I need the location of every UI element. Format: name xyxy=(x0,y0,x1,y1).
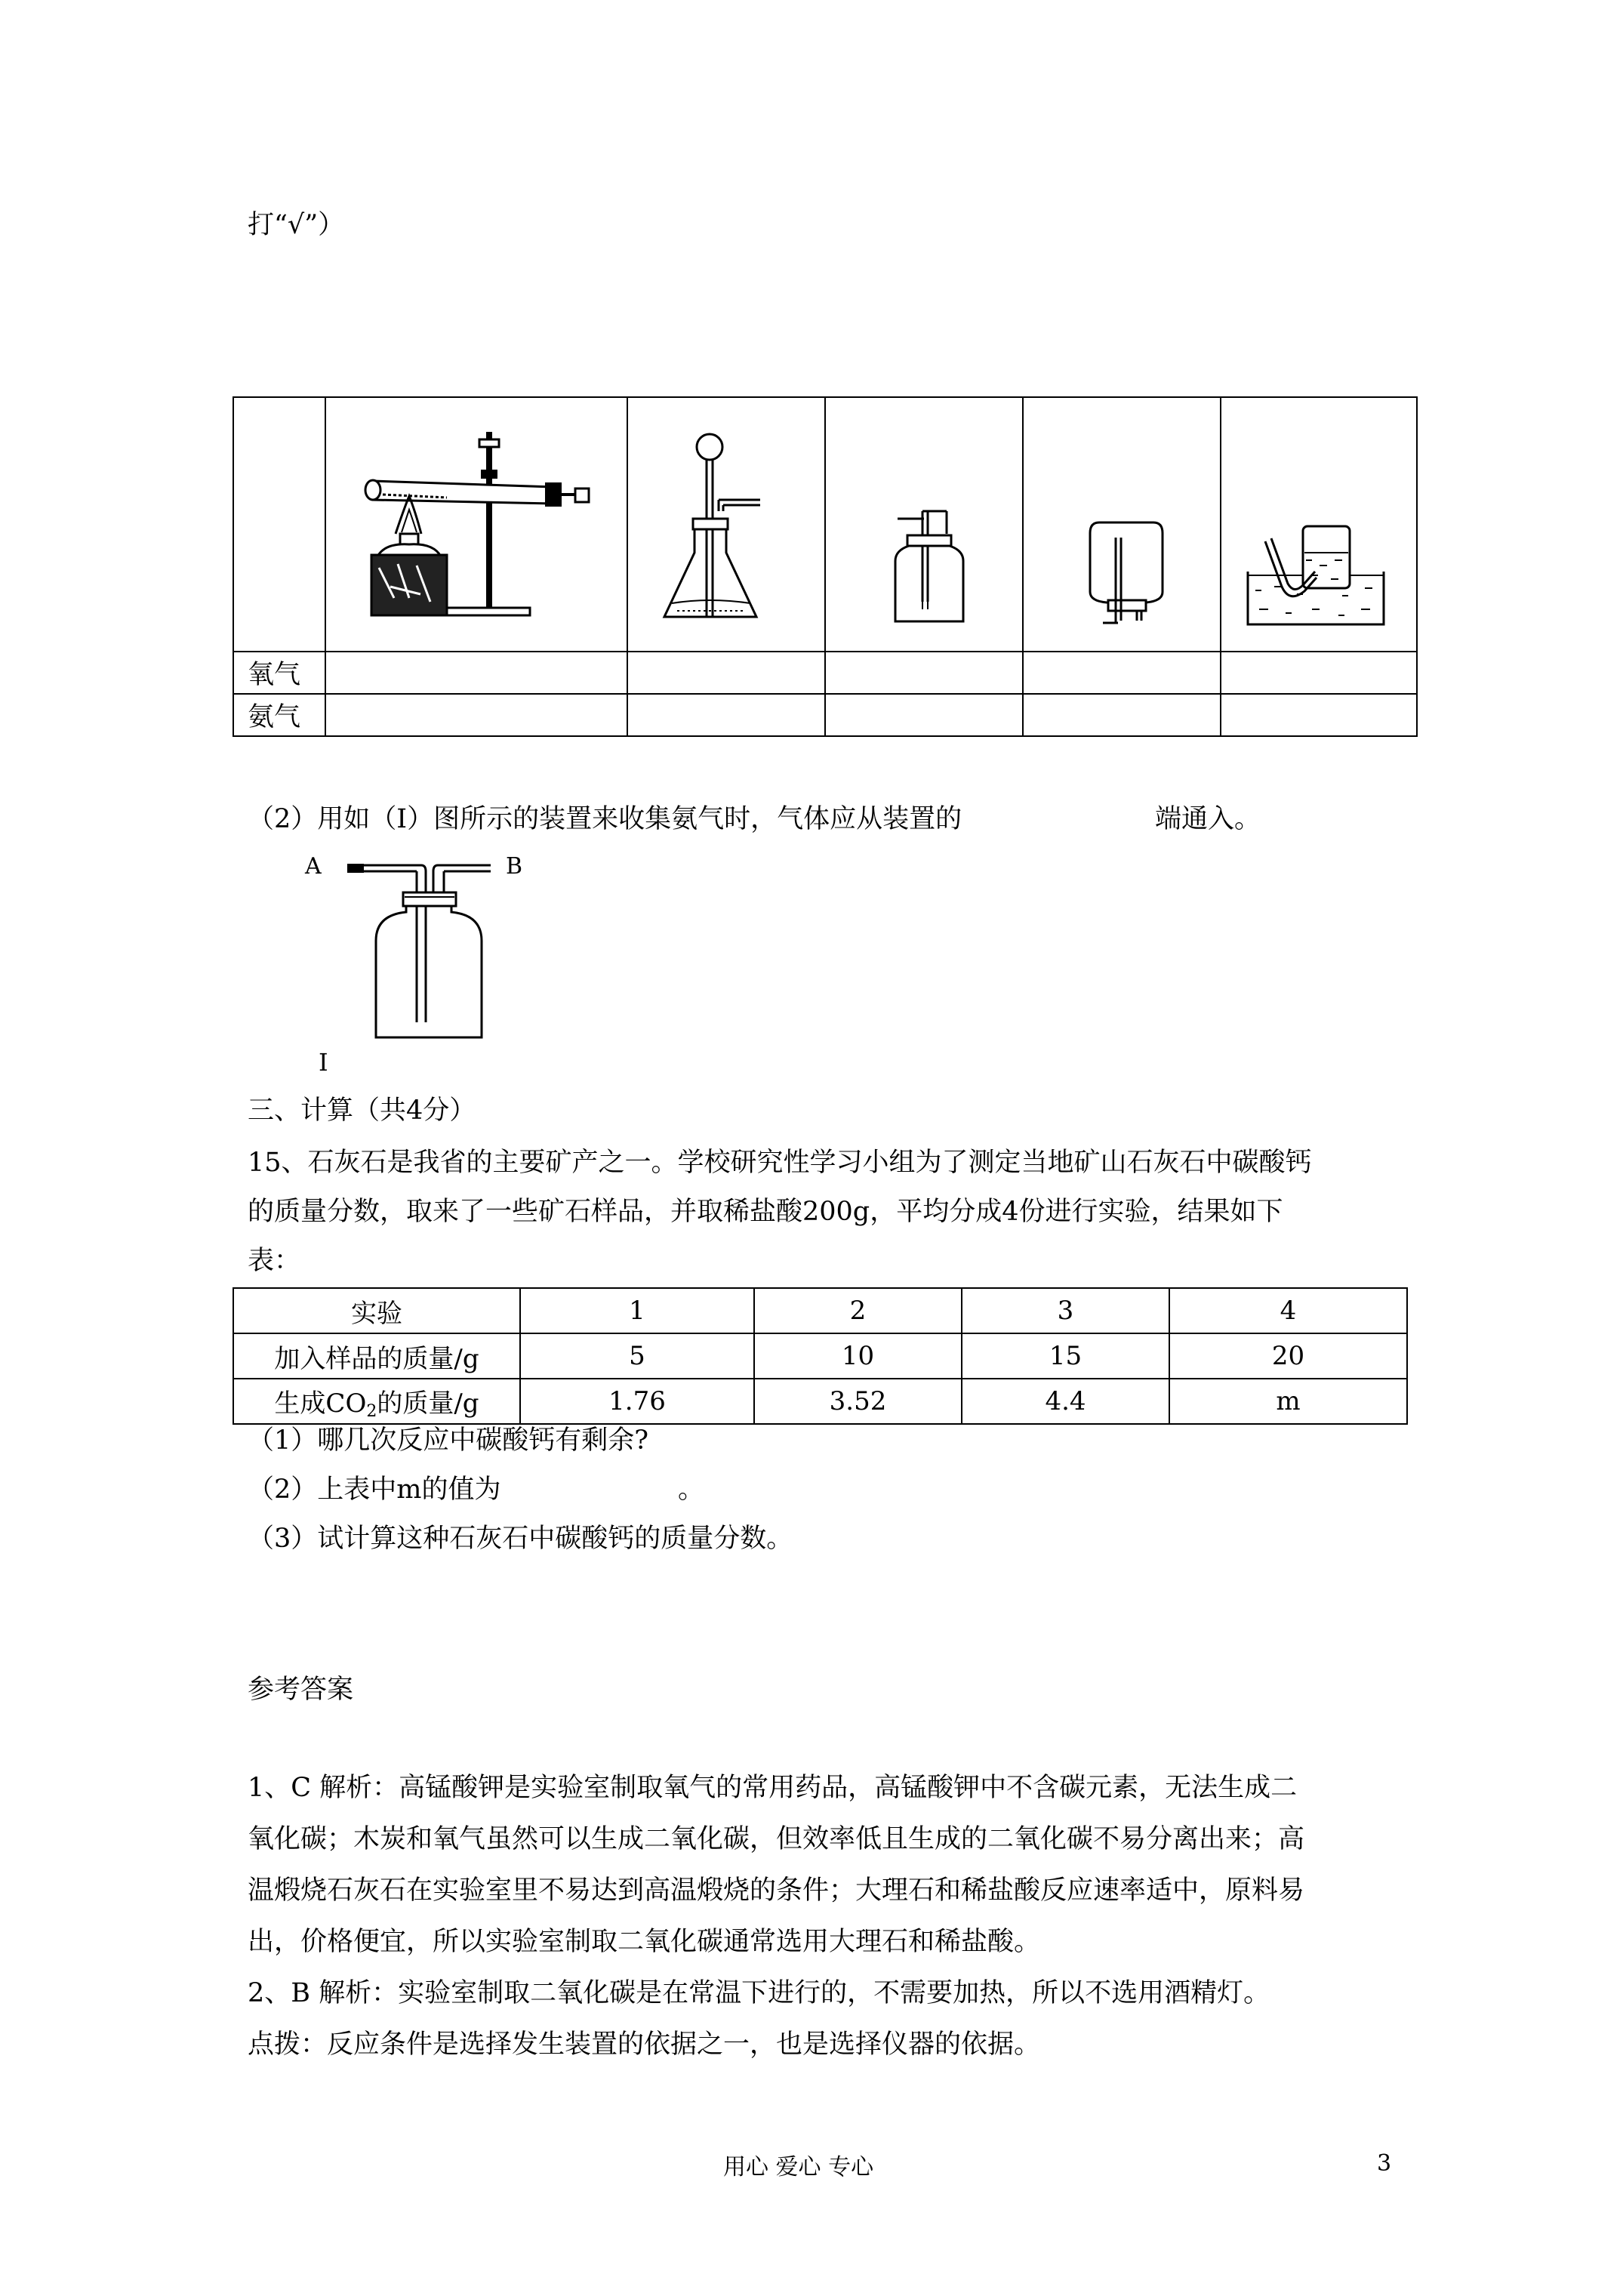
sub-question-1: （1）哪几次反应中碳酸钙有剩余? xyxy=(248,1425,649,1456)
data-cell: 5 xyxy=(520,1333,754,1379)
question-15-line-1: 15、石灰石是我省的主要矿产之一。学校研究性学习小组为了测定当地矿山石灰石中碳酸钙 xyxy=(248,1148,1312,1178)
sub-question-2-prefix: （2）上表中m的值为 xyxy=(248,1475,501,1505)
footer-motto: 用心 爱心 专心 xyxy=(723,2154,874,2180)
gas-collection-bottle-diagram xyxy=(332,853,506,1049)
header-cell-experiment: 实验 xyxy=(233,1288,520,1333)
data-cell: m xyxy=(1169,1379,1407,1424)
check-cell xyxy=(825,694,1023,736)
header-cell: 2 xyxy=(754,1288,962,1333)
apparatus-inverted-bottle-cell xyxy=(1023,397,1221,652)
inverted-bottle-image xyxy=(1024,398,1220,651)
header-fragment: 打“√”） xyxy=(248,210,345,240)
check-cell xyxy=(325,652,627,694)
apparatus-flask-funnel-cell xyxy=(627,397,825,652)
apparatus-table xyxy=(233,396,1418,737)
check-cell xyxy=(627,694,825,736)
sub-question-3: （3）试计算这种石灰石中碳酸钙的质量分数。 xyxy=(248,1524,793,1554)
data-cell: 10 xyxy=(754,1333,962,1379)
answer-2-line-1: 2、B 解析：实验室制取二氧化碳是在常温下进行的，不需要加热，所以不选用酒精灯。 xyxy=(248,1978,1270,2008)
flask-funnel-image xyxy=(628,398,824,651)
water-trough-image xyxy=(1221,398,1416,651)
row-label-sample-mass: 加入样品的质量/g xyxy=(233,1333,520,1379)
sub-question-2-suffix: 。 xyxy=(678,1475,705,1505)
answer-1-line-3: 温煅烧石灰石在实验室里不易达到高温煅烧的条件；大理石和稀盐酸反应速率适中，原料易 xyxy=(248,1875,1305,1906)
data-table-sample-mass-row xyxy=(233,1333,1407,1379)
empty-corner-cell xyxy=(233,397,325,652)
check-cell xyxy=(627,652,825,694)
apparatus-row-oxygen xyxy=(233,652,1417,694)
row-label-co2-mass xyxy=(233,1379,520,1424)
data-cell: 15 xyxy=(962,1333,1169,1379)
data-table-header-row xyxy=(233,1288,1407,1333)
row-label-ammonia: 氨气 xyxy=(233,694,325,736)
header-cell: 4 xyxy=(1169,1288,1407,1333)
check-cell xyxy=(1023,694,1221,736)
apparatus-water-trough-cell xyxy=(1221,397,1417,652)
apparatus-gas-bottle-cell xyxy=(825,397,1023,652)
row-label-oxygen: 氧气 xyxy=(233,652,325,694)
answer-1-line-1: 1、C 解析：高锰酸钾是实验室制取氧气的常用药品，高锰酸钾中不含碳元素，无法生成二 xyxy=(248,1773,1298,1803)
data-table-co2-mass-row xyxy=(233,1379,1407,1424)
check-cell xyxy=(1221,652,1417,694)
co2-label-pre: 生成CO xyxy=(274,1388,367,1419)
page-number: 3 xyxy=(1377,2150,1392,2177)
data-cell: 20 xyxy=(1169,1333,1407,1379)
check-cell xyxy=(1023,652,1221,694)
question-15-line-3: 表： xyxy=(248,1246,301,1276)
apparatus-image-row xyxy=(233,397,1417,652)
check-cell xyxy=(1221,694,1417,736)
co2-label-post: 的质量/g xyxy=(377,1388,479,1419)
answer-2-line-2: 点拨：反应条件是选择发生装置的依据之一，也是选择仪器的依据。 xyxy=(248,2029,1041,2060)
answers-title: 参考答案 xyxy=(248,1675,354,1705)
apparatus-row-ammonia xyxy=(233,694,1417,736)
apparatus-heating-setup-cell xyxy=(325,397,627,652)
label-i: I xyxy=(319,1048,328,1077)
experiment-data-table xyxy=(233,1287,1408,1425)
section-3-title: 三、计算（共4分） xyxy=(248,1096,476,1126)
answer-1-line-4: 出，价格便宜，所以实验室制取二氧化碳通常选用大理石和稀盐酸。 xyxy=(248,1927,1041,1957)
answer-1-line-2: 氧化碳；木炭和氧气虽然可以生成二氧化碳，但效率低且生成的二氧化碳不易分离出来；高 xyxy=(248,1824,1305,1854)
gas-bottle-image xyxy=(826,398,1022,651)
header-cell: 1 xyxy=(520,1288,754,1333)
label-b: B xyxy=(506,853,523,880)
data-cell: 4.4 xyxy=(962,1379,1169,1424)
header-cell: 3 xyxy=(962,1288,1169,1333)
question-15-line-2: 的质量分数，取来了一些矿石样品，并取稀盐酸200g，平均分成4份进行实验，结果如下 xyxy=(248,1197,1283,1227)
label-a: A xyxy=(305,853,322,880)
data-cell: 1.76 xyxy=(520,1379,754,1424)
question-2-suffix: 端通入。 xyxy=(1155,804,1261,834)
check-cell xyxy=(325,694,627,736)
data-cell: 3.52 xyxy=(754,1379,962,1424)
question-2-prefix: （2）用如（I）图所示的装置来收集氨气时，气体应从装置的 xyxy=(248,804,962,834)
check-cell xyxy=(825,652,1023,694)
heating-apparatus-image xyxy=(326,398,627,651)
co2-label-subscript: 2 xyxy=(366,1401,377,1421)
